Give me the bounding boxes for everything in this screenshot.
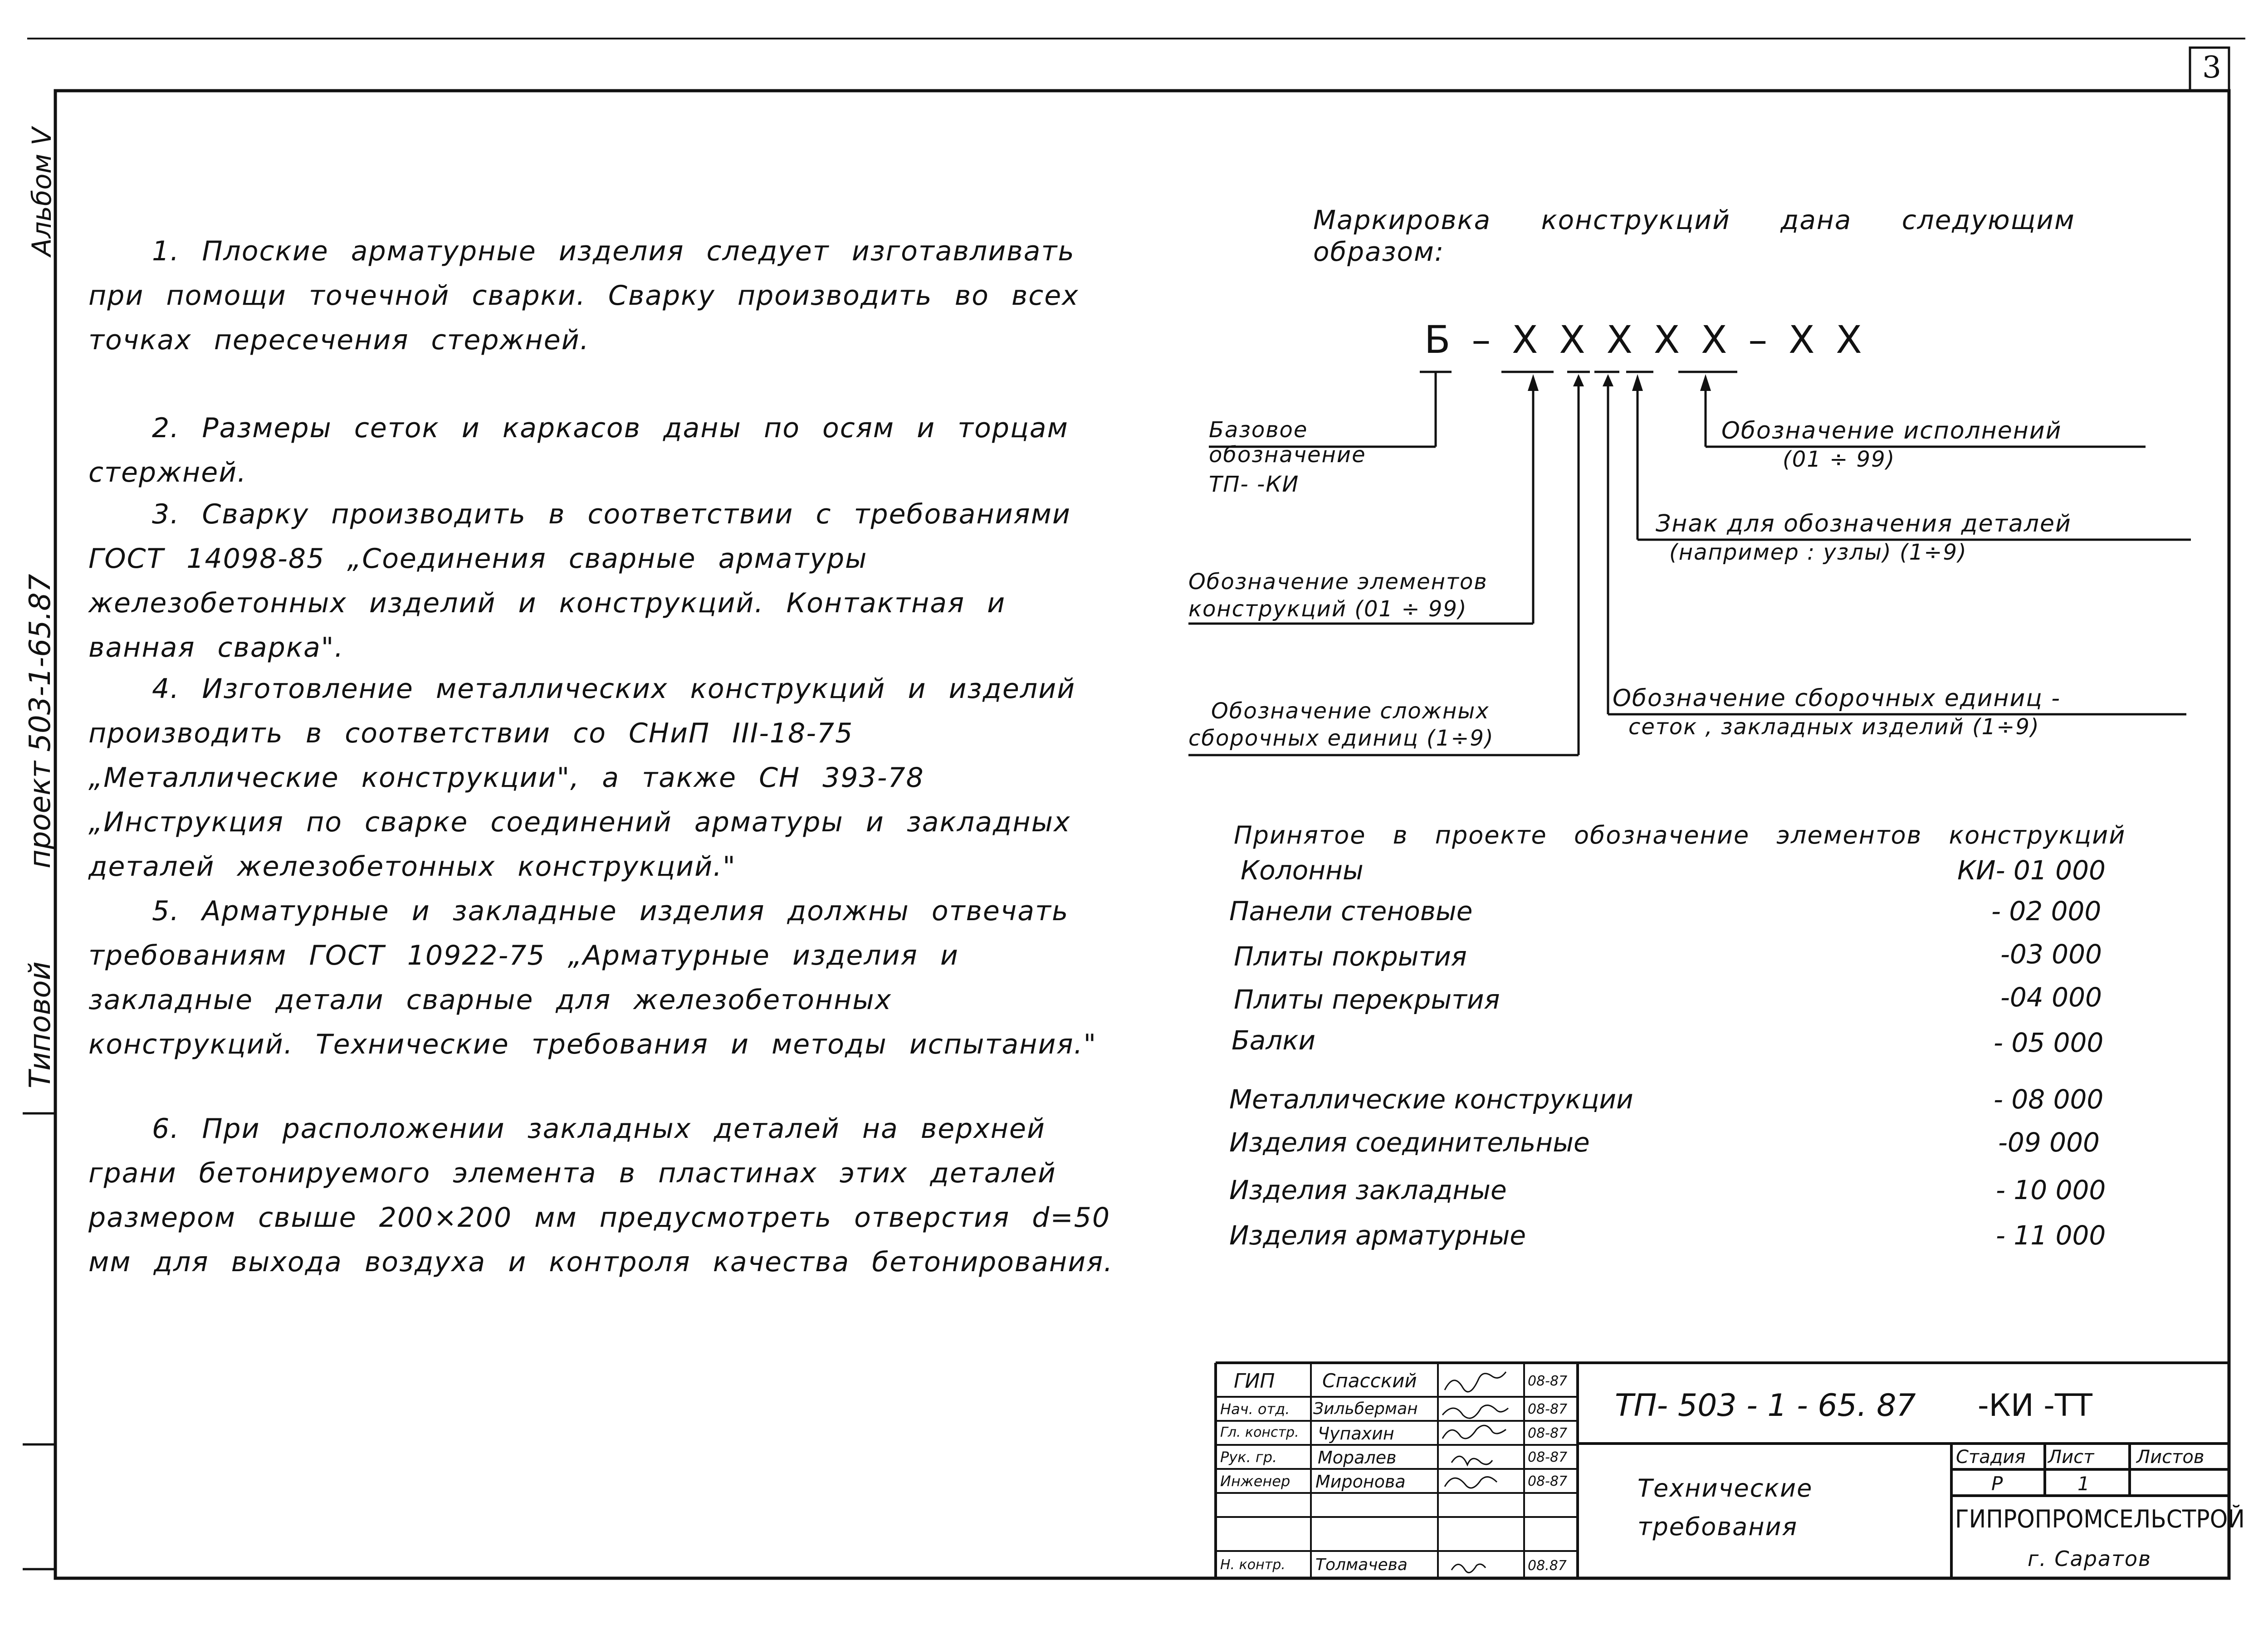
organization-city: г. Саратов: [2028, 1546, 2152, 1571]
sheet-value: 1: [2077, 1473, 2090, 1495]
sig-name: Толмачева: [1315, 1556, 1408, 1574]
element-name: Колонны: [1241, 855, 1364, 886]
element-code: - 11 000: [1996, 1220, 2106, 1251]
element-name: Металлические конструкции: [1229, 1084, 1633, 1115]
label-base-1: Базовое: [1209, 417, 1308, 443]
label-base-2: обозначение: [1209, 442, 1366, 468]
element-code: -04 000: [2000, 982, 2102, 1013]
stage-value: Р: [1991, 1473, 2003, 1495]
sig-name: Спасский: [1322, 1370, 1417, 1392]
label-versions-1: Обозначение исполнений: [1721, 417, 2062, 444]
sig-role: Гл. констр.: [1220, 1424, 1299, 1440]
element-name: Изделия закладные: [1229, 1175, 1507, 1205]
side-label-album: Альбом V: [26, 127, 57, 256]
sheets-header: Листов: [2136, 1447, 2204, 1468]
sig-name: Зильберман: [1313, 1400, 1418, 1418]
element-name: Изделия арматурные: [1229, 1220, 1526, 1251]
sig-name: Моралев: [1318, 1448, 1397, 1468]
element-name: Плиты покрытия: [1234, 941, 1467, 972]
element-name: Изделия соединительные: [1229, 1127, 1590, 1158]
elements-heading: Принятое в проекте обозначение элементов конструкций: [1234, 821, 2126, 849]
sheet-number: 3: [2202, 50, 2221, 85]
sig-role: Инженер: [1220, 1473, 1290, 1490]
label-base-3: ТП- -КИ: [1209, 472, 1300, 497]
sheet-header: Лист: [2048, 1447, 2094, 1468]
side-label-project: проект 503-1-65.87: [24, 574, 57, 868]
marking-intro: Маркировка конструкций дана следующим образом:: [1313, 205, 2075, 267]
sig-date: 08-87: [1528, 1425, 1568, 1441]
sig-role: ГИП: [1234, 1370, 1275, 1393]
element-name: Плиты перекрытия: [1234, 984, 1500, 1015]
sig-role: Нач. отд.: [1220, 1400, 1290, 1418]
sig-date: 08-87: [1528, 1401, 1568, 1417]
doc-title-line-1: Технические: [1637, 1474, 1813, 1502]
label-elements-2: конструкций (01 ÷ 99): [1188, 596, 1467, 622]
sig-role: Рук. гр.: [1220, 1449, 1277, 1466]
note-1: 1. Плоские арматурные изделия следует изготавливать при помощи точечной сварки. Сварку производить во всех точках пересечения стержней.: [88, 235, 1079, 356]
side-label-series: Типовой: [24, 961, 57, 1088]
sig-date: 08-87: [1528, 1373, 1568, 1389]
label-sign-2: (например : узлы) (1÷9): [1669, 540, 1967, 565]
element-code: - 10 000: [1996, 1175, 2106, 1205]
label-elements-1: Обозначение элементов: [1188, 569, 1488, 595]
label-assembly-1: Обозначение сборочных единиц -: [1613, 685, 2061, 712]
element-name: Балки: [1232, 1025, 1316, 1056]
organization-name: ГИПРОПРОМСЕЛЬСТРОЙ: [1955, 1505, 2245, 1533]
marking-code: Б – Х Х Х Х Х – Х Х: [1424, 317, 1867, 362]
sig-role: Н. контр.: [1220, 1557, 1286, 1573]
sig-date: 08-87: [1528, 1473, 1568, 1489]
sig-date: 08.87: [1528, 1558, 1567, 1574]
element-code: - 08 000: [1994, 1084, 2104, 1115]
label-complex-1: Обозначение сложных: [1211, 698, 1490, 724]
sig-name: Миронова: [1315, 1472, 1406, 1492]
element-code: -03 000: [2000, 939, 2102, 970]
stage-header: Стадия: [1956, 1447, 2026, 1468]
note-5: 5. Арматурные и закладные изделия должны отвечать требованиям ГОСТ 10922-75 „Арматурные изделия и закладные детали сварные для железобетонных конструкций. Технические требования и методы испытания.": [88, 895, 1097, 1060]
element-code: -09 000: [1998, 1127, 2100, 1158]
element-code: - 02 000: [1991, 896, 2102, 927]
label-sign-1: Знак для обозначения деталей: [1656, 510, 2072, 537]
sig-date: 08-87: [1528, 1449, 1568, 1465]
element-code: КИ- 01 000: [1957, 855, 2106, 886]
element-name: Панели стеновые: [1229, 896, 1473, 927]
doc-title-line-2: требования: [1637, 1512, 1798, 1541]
doc-code: ТП- 503 - 1 - 65. 87: [1615, 1388, 1916, 1424]
note-3: 3. Сварку производить в соответствии с требованиями ГОСТ 14098-85 „Соединения сварные арматуры железобетонных изделий и конструкций. Контактная и ванная сварка".: [88, 498, 1071, 663]
doc-suffix: -КИ -ТТ: [1978, 1388, 2092, 1424]
label-assembly-2: сеток , закладных изделий (1÷9): [1628, 714, 2040, 740]
note-4: 4. Изготовление металлических конструкций и изделий производить в соответствии со СНиП III-18-75 „Металлические конструкции", а также СН 393-78 „Инструкция по сварке соединений арматуры и закладных деталей железобетонных конструкций.": [88, 673, 1076, 883]
element-code: - 05 000: [1994, 1027, 2104, 1058]
label-complex-2: сборочных единиц (1÷9): [1188, 726, 1494, 751]
note-6: 6. При расположении закладных деталей на верхней грани бетонируемого элемента в пластинах этих деталей размером свыше 200×200 мм предусмотреть отверстия d=50 мм для выхода воздуха и контроля качества бетонирования.: [88, 1113, 1114, 1278]
label-versions-2: (01 ÷ 99): [1783, 447, 1896, 472]
note-2: 2. Размеры сеток и каркасов даны по осям и торцам стержней.: [88, 412, 1069, 488]
sig-name: Чупахин: [1318, 1424, 1394, 1444]
